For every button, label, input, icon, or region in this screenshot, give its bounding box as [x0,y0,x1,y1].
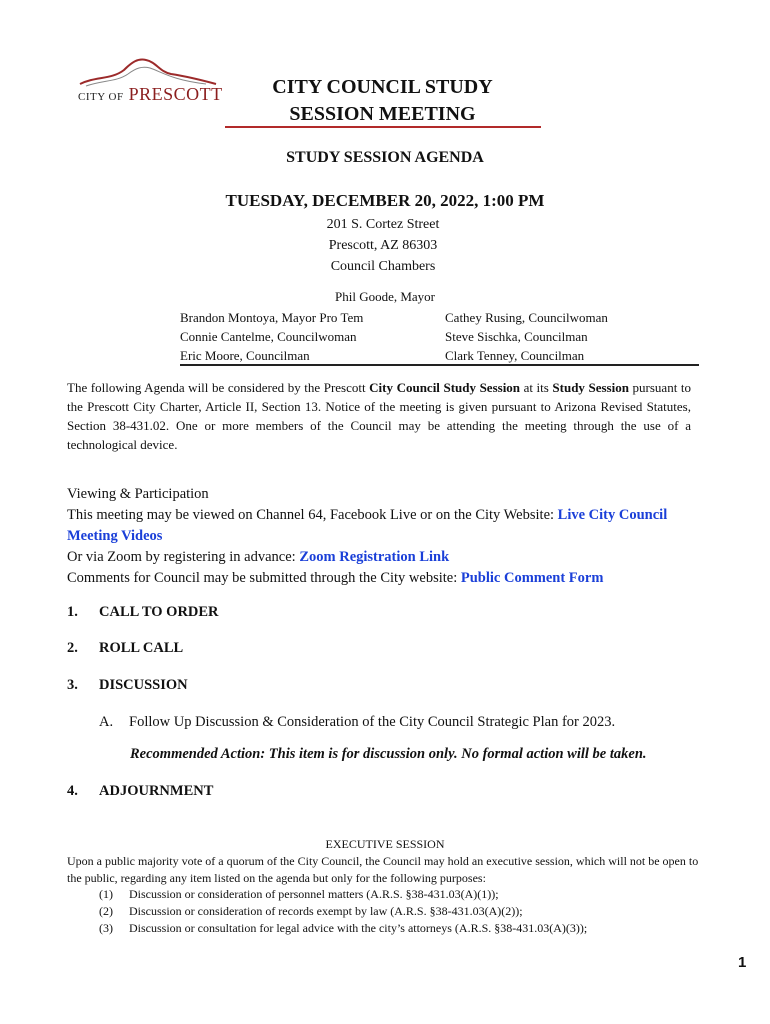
council-members-right [445,308,608,365]
viewing-text: This meeting may be viewed on Channel 64, Facebook Live or on the City Website: [67,507,558,523]
agenda-item [67,783,213,800]
logo-name: PRESCOTT [128,84,223,104]
list-item [99,920,587,937]
agenda-item-number: 3. [67,677,78,693]
intro-paragraph [67,378,691,454]
executive-session-list [99,886,587,937]
address-city: Prescott, AZ 86303 [328,238,438,253]
list-item [99,886,587,903]
viewing-line-zoom [67,547,702,568]
zoom-registration-link[interactable]: Zoom Registration Link [299,549,450,565]
council-members-left [180,308,363,365]
city-logo [78,84,223,105]
agenda-item [67,640,183,657]
council-member: Eric Moore, Councilman [180,348,310,363]
meeting-title-line2: SESSION MEETING [289,103,476,125]
agenda-item-label: ROLL CALL [99,640,184,656]
members-divider [180,364,699,366]
agenda-subitem [99,714,615,731]
executive-session-title: EXECUTIVE SESSION [325,837,445,851]
list-item-text: Discussion or consideration of personnel matters (A.R.S. §38-431.03(A)(1)); [129,887,499,901]
agenda-item-label: ADJOURNMENT [99,783,214,799]
page-number: 1 [738,954,747,971]
agenda-item-number: 4. [67,783,78,799]
council-member: Cathey Rusing, Councilwoman [445,310,608,325]
agenda-item [67,677,188,694]
viewing-section [67,484,702,589]
mayor-name: Phil Goode, Mayor [334,289,436,304]
meeting-title-line1: CITY COUNCIL STUDY [272,76,493,98]
viewing-line-comment [67,568,702,589]
subitem-letter: A. [99,714,114,730]
intro-bold-council: City Council Study Session [369,380,521,395]
viewing-text: Comments for Council may be submitted through the City website: [67,570,461,586]
viewing-line-video [67,505,702,547]
agenda-item-number: 2. [67,640,78,656]
council-member: Steve Sischka, Councilman [445,329,588,344]
meeting-address [283,214,483,277]
list-item-text: Discussion or consultation for legal advice with the city’s attorneys (A.R.S. §38-431.03(A)(3)); [129,921,588,935]
list-item-number: (1) [99,887,113,901]
logo-prefix: CITY OF [78,91,124,103]
recommended-action: Recommended Action: This item is for discussion only. No formal action will be taken. [130,746,647,762]
viewing-text: Or via Zoom by registering in advance: [67,549,300,565]
viewing-heading: Viewing & Participation [67,486,209,502]
meeting-date: TUESDAY, DECEMBER 20, 2022, 1:00 PM [225,191,545,210]
agenda-item [67,604,219,621]
agenda-item-number: 1. [67,604,78,620]
intro-text: The following Agenda will be considered by the Prescott [67,380,370,395]
list-item [99,903,587,920]
list-item-text: Discussion or consideration of records exempt by law (A.R.S. §38-431.03(A)(2)); [129,904,523,918]
address-room: Council Chambers [330,259,436,274]
list-item-number: (2) [99,904,113,918]
council-member: Connie Cantelme, Councilwoman [180,329,357,344]
agenda-item-label: DISCUSSION [99,677,188,693]
intro-text: at its [520,380,553,395]
executive-session-body: Upon a public majority vote of a quorum of the City Council, the Council may hold an executive session, which will not be open to the public, regarding any item listed on the agenda but only for the following purposes: [67,854,699,885]
public-comment-form-link[interactable]: Public Comment Form [460,570,604,586]
agenda-heading: STUDY SESSION AGENDA [286,149,484,166]
intro-bold-session: Study Session [552,380,629,395]
live-meeting-videos-link[interactable]: Live City Council Meeting Videos [67,507,668,544]
intro-text: pursuant to the Prescott City Charter, Article II, Section 13. Notice of the meeting is given pursuant to Arizona Revised Statutes, Section 38-431.02. One or more members of the Council may be attending the meeting through the use of a technological device. [67,380,691,452]
council-member: Brandon Montoya, Mayor Pro Tem [180,310,364,325]
agenda-item-label: CALL TO ORDER [99,604,219,620]
subitem-text: Follow Up Discussion & Consideration of the City Council Strategic Plan for 2023. [129,714,616,730]
address-street: 201 S. Cortez Street [326,217,440,232]
list-item-number: (3) [99,921,113,935]
title-divider [225,126,541,128]
council-member: Clark Tenney, Councilman [445,348,585,363]
